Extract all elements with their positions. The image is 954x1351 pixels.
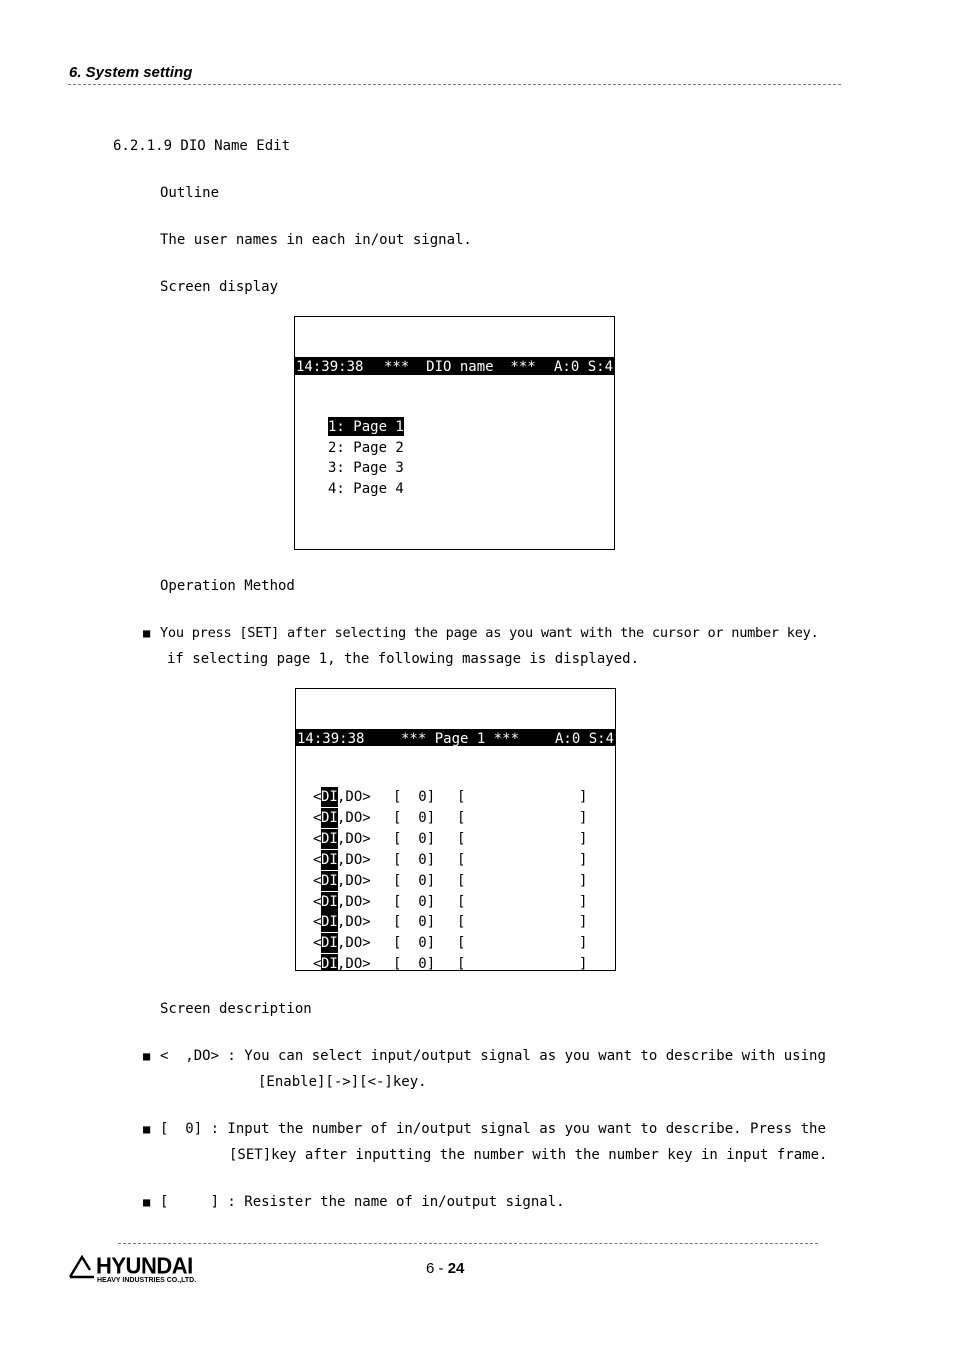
outline-label: Outline — [160, 185, 220, 201]
signal-select-do[interactable]: ,DO> — [337, 956, 371, 971]
status-time: 14:39:38 — [296, 359, 364, 375]
signal-select-open: < — [313, 851, 322, 868]
signal-name-open[interactable]: [ — [457, 851, 466, 868]
signal-select-do[interactable]: ,DO> — [337, 830, 371, 847]
signal-number-field[interactable]: [ 0] — [393, 872, 436, 889]
signal-select-do[interactable]: ,DO> — [337, 809, 371, 826]
signal-select-open: < — [313, 893, 322, 910]
signal-name-open[interactable]: [ — [457, 809, 466, 826]
menu-item-page-4[interactable]: 4: Page 4 — [328, 481, 404, 497]
status-bar — [296, 729, 615, 746]
signal-select-di[interactable]: DI — [321, 935, 338, 952]
status-time: 14:39:38 — [297, 731, 365, 747]
desc-1-line-2: [Enable][->][<-]key. — [258, 1074, 427, 1090]
outline-text: The user names in each in/out signal. — [160, 232, 472, 248]
page-1-screen — [295, 688, 616, 971]
operation-line-1: You press [SET] after selecting the page as you want with the cursor or number key. — [160, 625, 819, 641]
signal-name-close: ] — [579, 851, 588, 868]
status-title: *** DIO name *** — [384, 359, 536, 375]
signal-number-field[interactable]: [ 0] — [393, 830, 436, 847]
signal-name-open[interactable]: [ — [457, 872, 466, 889]
signal-select-do[interactable]: ,DO> — [337, 893, 371, 910]
table-row — [296, 787, 614, 807]
signal-name-close: ] — [579, 893, 588, 910]
signal-select-di[interactable]: DI — [321, 789, 338, 805]
screen-display-label: Screen display — [160, 279, 279, 295]
signal-name-open[interactable]: [ — [457, 956, 466, 971]
signal-select-di[interactable]: DI — [321, 851, 338, 868]
signal-number-field[interactable]: [ 0] — [393, 914, 436, 931]
menu-list — [295, 415, 614, 550]
page-number-value: 24 — [447, 1260, 465, 1277]
desc-3-line-1: [ ] : Resister the name of in/output signal. — [160, 1194, 565, 1210]
section-heading: 6.2.1.9 DIO Name Edit — [113, 138, 291, 154]
signal-name-open[interactable]: [ — [457, 935, 466, 952]
signal-select-do[interactable]: ,DO> — [337, 935, 371, 952]
signal-number-field[interactable]: [ 0] — [393, 789, 436, 805]
signal-select-do[interactable]: ,DO> — [337, 872, 371, 889]
signal-name-close: ] — [579, 914, 588, 931]
signal-name-open[interactable]: [ — [457, 893, 466, 910]
logo-main-text: HYUNDAI — [96, 1252, 193, 1279]
signal-name-close: ] — [579, 956, 588, 971]
table-row — [296, 829, 614, 849]
table-row — [296, 892, 614, 912]
signal-select-di[interactable]: DI — [321, 914, 338, 931]
bullet-icon: ■ — [143, 1122, 151, 1136]
signal-select-di[interactable]: DI — [321, 893, 338, 910]
status-right: A:0 S:4 — [554, 359, 614, 375]
signal-name-close: ] — [579, 872, 588, 889]
signal-name-close: ] — [579, 789, 588, 805]
logo-sub-text: HEAVY INDUSTRIES CO.,LTD. — [97, 1277, 197, 1284]
operation-method-label: Operation Method — [160, 578, 295, 594]
signal-select-open: < — [313, 935, 322, 952]
signal-select-open: < — [313, 914, 322, 931]
table-row — [296, 933, 614, 953]
header-divider — [68, 84, 841, 85]
signal-select-open: < — [313, 809, 322, 826]
signal-select-open: < — [313, 789, 322, 805]
signal-number-field[interactable]: [ 0] — [393, 893, 436, 910]
desc-1-line-1: < ,DO> : You can select input/output signal as you want to describe with using — [160, 1048, 826, 1064]
signal-number-field[interactable]: [ 0] — [393, 809, 436, 826]
signal-select-di[interactable]: DI — [321, 830, 338, 847]
status-right: A:0 S:4 — [555, 731, 615, 747]
signal-select-di[interactable]: DI — [321, 809, 338, 826]
status-bar — [295, 357, 614, 375]
page-number — [426, 1260, 464, 1277]
dio-name-screen — [294, 316, 615, 550]
signal-name-close: ] — [579, 809, 588, 826]
table-row — [296, 808, 614, 828]
signal-number-field[interactable]: [ 0] — [393, 935, 436, 952]
signal-name-open[interactable]: [ — [457, 789, 466, 805]
signal-name-close: ] — [579, 935, 588, 952]
menu-item-page-2[interactable]: 2: Page 2 — [328, 440, 404, 456]
desc-2-line-2: [SET]key after inputting the number with the number key in input frame. — [229, 1147, 828, 1163]
signal-name-close: ] — [579, 830, 588, 847]
section-title: 6. System setting — [69, 64, 193, 81]
dio-row-list — [296, 786, 615, 971]
page-prefix: 6 - — [426, 1260, 444, 1277]
signal-select-do[interactable]: ,DO> — [337, 914, 371, 931]
signal-name-open[interactable]: [ — [457, 830, 466, 847]
screen-description-label: Screen description — [160, 1001, 312, 1017]
logo-triangle-icon — [68, 1255, 98, 1279]
signal-select-open: < — [313, 872, 322, 889]
status-title: *** Page 1 *** — [401, 731, 520, 747]
signal-number-field[interactable]: [ 0] — [393, 851, 436, 868]
desc-2-line-1: [ 0] : Input the number of in/output signal as you want to describe. Press the — [160, 1121, 826, 1137]
signal-number-field[interactable]: [ 0] — [393, 956, 436, 971]
table-row — [296, 912, 614, 932]
table-row — [296, 954, 614, 971]
signal-select-do[interactable]: ,DO> — [337, 789, 371, 805]
signal-name-open[interactable]: [ — [457, 914, 466, 931]
company-logo — [68, 1252, 208, 1287]
bullet-icon: ■ — [143, 626, 151, 640]
menu-item-page-1[interactable]: 1: Page 1 — [328, 419, 404, 435]
table-row — [296, 871, 614, 891]
bullet-icon: ■ — [143, 1049, 151, 1063]
footer-divider — [118, 1243, 818, 1244]
signal-select-open: < — [313, 956, 322, 971]
operation-line-2: if selecting page 1, the following massage is displayed. — [167, 651, 640, 667]
bullet-icon: ■ — [143, 1195, 151, 1209]
signal-select-di[interactable]: DI — [321, 954, 338, 971]
signal-select-open: < — [313, 830, 322, 847]
table-row — [296, 850, 614, 870]
signal-select-do[interactable]: ,DO> — [337, 851, 371, 868]
menu-item-page-3[interactable]: 3: Page 3 — [328, 460, 404, 476]
signal-select-di[interactable]: DI — [321, 872, 338, 889]
